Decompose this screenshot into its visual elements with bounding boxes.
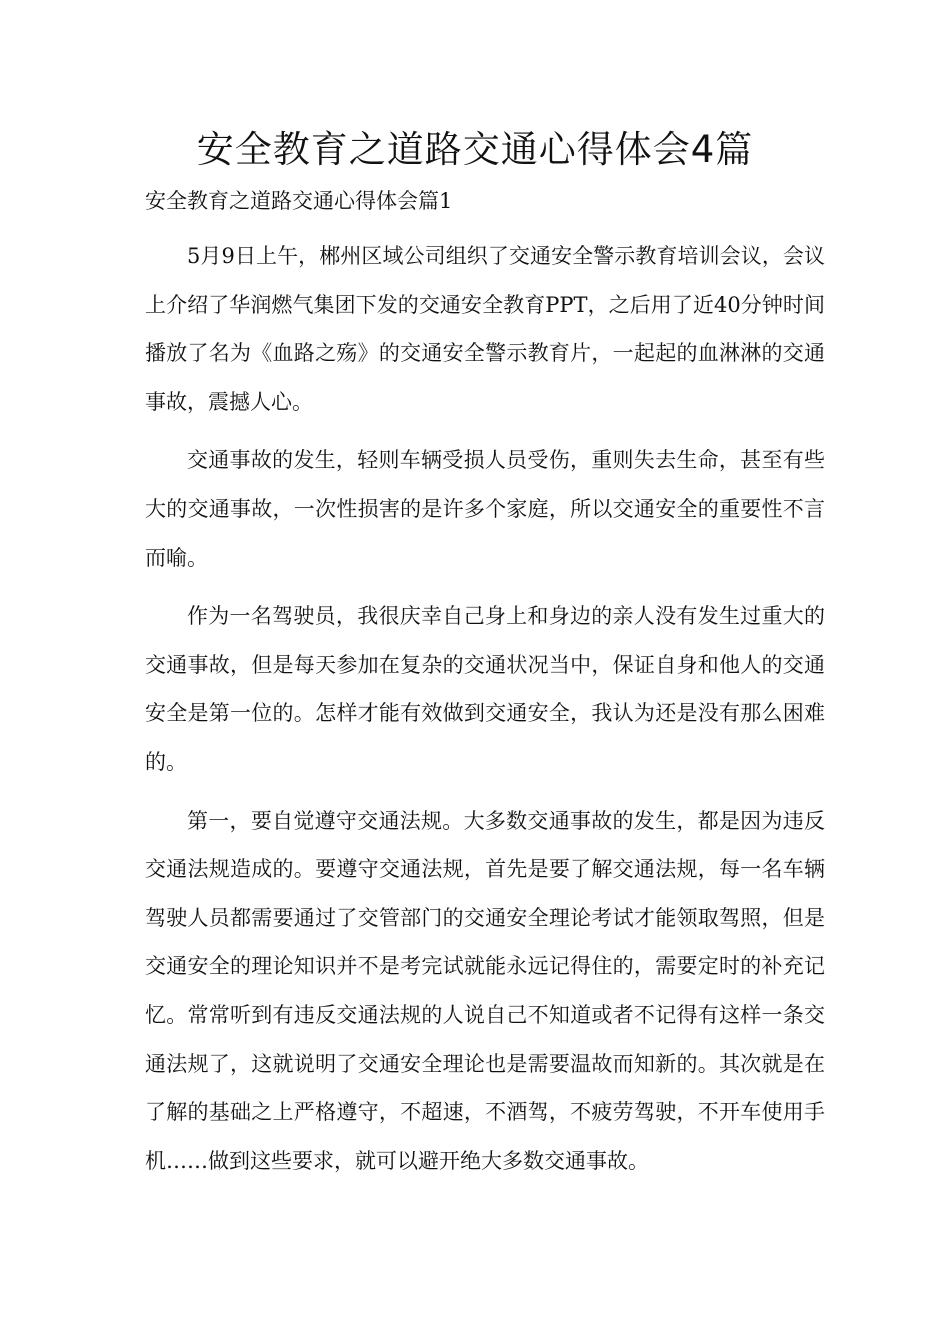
paragraph: 第一，要自觉遵守交通法规。大多数交通事故的发生，都是因为违反交通法规造成的。要遵守交通法规，首先是要了解交通法规，每一名车辆驾驶人员都需要通过了交管部门的交通安全理论考试才能领取驾照，但是交通安全的理论知识并不是考完试就能永远记得住的，需要定时的补充记忆。常常听到有违反交通法规的人说自己不知道或者不记得有这样一条交通法规了，这就说明了交通安全理论也是需要温故而知新的。其次就是在了解的基础之上严格遵守，不超速，不酒驾，不疲劳驾驶，不开车使用手机……做到这些要求，就可以避开绝大多数交通事故。: [145, 808, 825, 1173]
paragraph: 交通事故的发生，轻则车辆受损人员受伤，重则失去生命，甚至有些大的交通事故，一次性损害的是许多个家庭，所以交通安全的重要性不言而喻。: [145, 448, 825, 570]
body-text: [145, 232, 825, 1195]
section-heading: 安全教育之道路交通心得体会篇1: [145, 189, 453, 213]
document-title: 安全教育之道路交通心得体会4篇: [196, 128, 754, 171]
paragraph: 5月9日上午，郴州区域公司组织了交通安全警示教育培训会议，会议上介绍了华润燃气集团下发的交通安全教育PPT，之后用了近40分钟时间播放了名为《血路之殇》的交通安全警示教育片，一起起的血淋淋的交通事故，震撼人心。: [145, 244, 825, 414]
paragraph: 作为一名驾驶员，我很庆幸自己身上和身边的亲人没有发生过重大的交通事故，但是每天参加在复杂的交通状况当中，保证自身和他人的交通安全是第一位的。怎样才能有效做到交通安全，我认为还是没有那么困难的。: [145, 604, 825, 774]
